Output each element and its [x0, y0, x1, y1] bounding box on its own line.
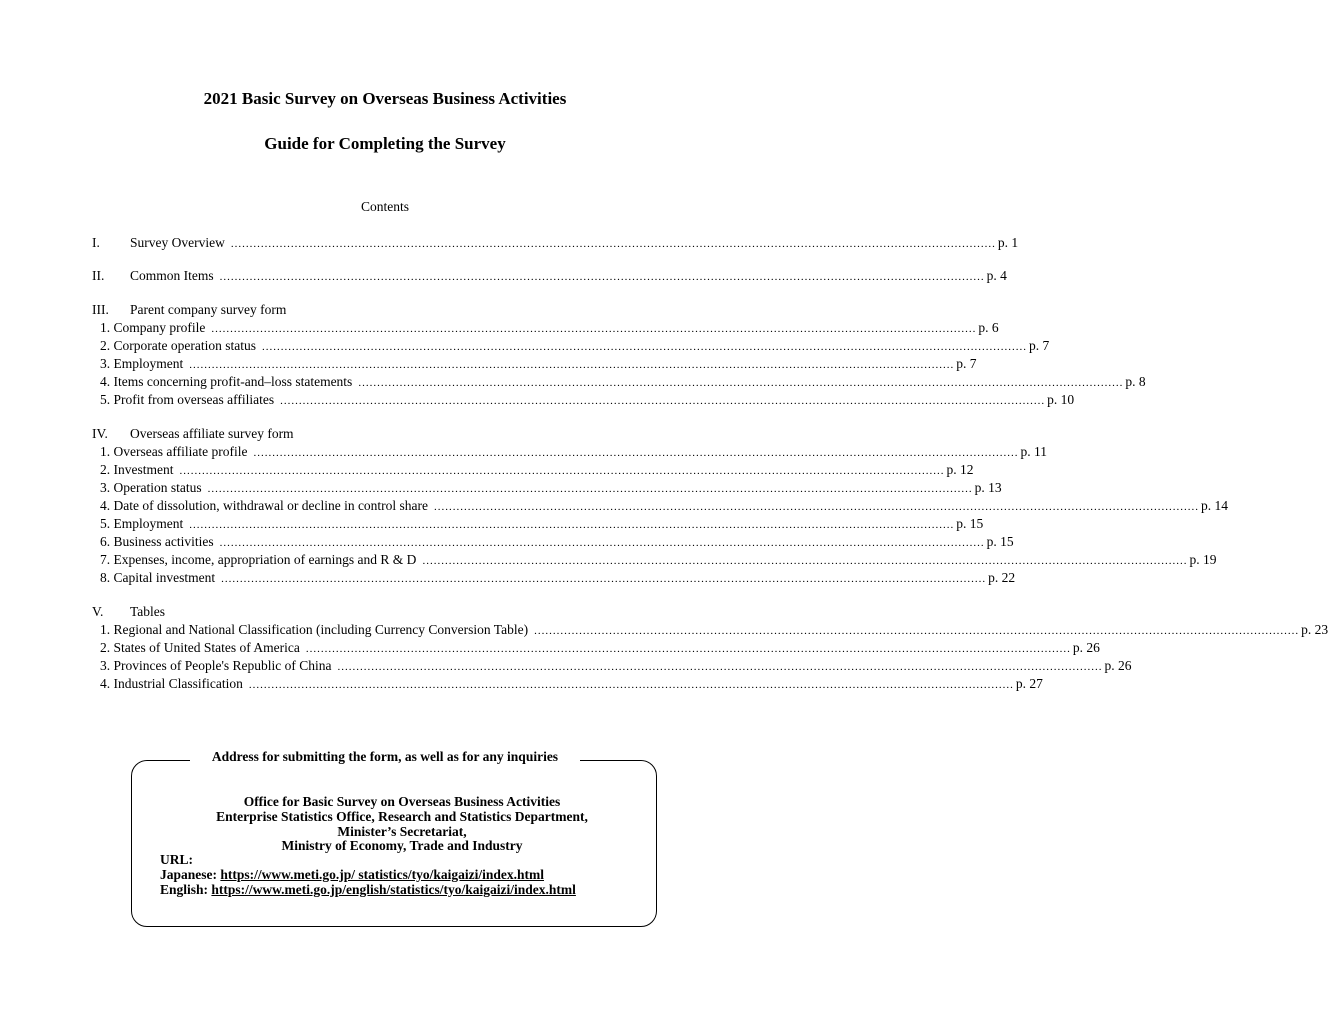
toc-item[interactable]	[92, 657, 1132, 675]
dot-leader: ............................................................................................................................................................................................................	[434, 501, 1200, 513]
toc-section-number: V.	[92, 604, 104, 619]
toc-item[interactable]	[92, 551, 1217, 569]
contact-box-heading	[0, 749, 770, 765]
toc-item-label: 1. Company profile	[100, 320, 206, 335]
toc-section-4-heading	[92, 425, 680, 443]
japanese-url-line	[160, 868, 576, 883]
toc-item-label: 3. Employment	[100, 356, 184, 371]
toc-item[interactable]	[92, 533, 1014, 551]
toc-section-label: Overseas affiliate survey form	[130, 426, 294, 441]
toc-page-number: p. 15	[956, 516, 984, 531]
table-of-contents	[92, 234, 1328, 693]
toc-page-number: p. 23	[1301, 622, 1328, 637]
office-line: Minister’s Secretariat,	[337, 823, 467, 839]
toc-item[interactable]	[92, 461, 974, 479]
toc-page-number: p. 27	[1015, 676, 1043, 691]
toc-item-label: 4. Industrial Classification	[100, 676, 243, 691]
toc-item-label: 3. Provinces of People's Republic of China	[100, 658, 332, 673]
toc-section-number: IV.	[92, 426, 108, 441]
dot-leader: ............................................................................................................................................................................................................	[230, 238, 996, 250]
toc-section-label: Parent company survey form	[130, 302, 287, 317]
english-label: English:	[160, 881, 209, 897]
toc-item-label: 3. Operation status	[100, 480, 202, 495]
toc-item[interactable]	[92, 479, 1002, 497]
toc-item[interactable]	[92, 355, 977, 373]
toc-page-number: p. 14	[1201, 498, 1229, 513]
toc-item[interactable]	[92, 443, 1047, 461]
toc-page-number: p. 19	[1189, 552, 1217, 567]
office-address	[131, 795, 673, 854]
dot-leader: ............................................................................................................................................................................................................	[261, 341, 1027, 353]
dot-leader: ............................................................................................................................................................................................................	[534, 625, 1300, 637]
dot-leader: ............................................................................................................................................................................................................	[337, 661, 1103, 673]
toc-section-label: Survey Overview	[130, 235, 225, 250]
toc-section-number: I.	[92, 235, 100, 250]
dot-leader: ............................................................................................................................................................................................................	[189, 519, 955, 531]
toc-item[interactable]	[92, 373, 1146, 391]
toc-item[interactable]	[92, 639, 1100, 657]
toc-item-label: 5. Employment	[100, 516, 184, 531]
toc-item-label: 4. Items concerning profit-and–loss statements	[100, 374, 353, 389]
toc-page-number: p. 10	[1047, 392, 1075, 407]
toc-page-number: p. 8	[1125, 374, 1146, 389]
toc-page-number: p. 12	[946, 462, 974, 477]
toc-page-number: p. 13	[974, 480, 1002, 495]
dot-leader: ............................................................................................................................................................................................................	[253, 447, 1019, 459]
dot-leader: ............................................................................................................................................................................................................	[219, 537, 985, 549]
toc-page-number: p. 15	[986, 534, 1014, 549]
toc-section-label: Common Items	[130, 268, 214, 283]
toc-page-number: p. 7	[956, 356, 977, 371]
office-line: Ministry of Economy, Trade and Industry	[281, 838, 523, 854]
toc-item-label: 5. Profit from overseas affiliates	[100, 392, 275, 407]
document-subtitle: Guide for Completing the Survey	[264, 134, 506, 153]
toc-item-label: 6. Business activities	[100, 534, 214, 549]
toc-section-label: Tables	[130, 604, 166, 619]
japanese-url-link[interactable]: https://www.meti.go.jp/ statistics/tyo/kaigaizi/index.html	[220, 866, 544, 882]
office-line: Enterprise Statistics Office, Research and Statistics Department,	[216, 808, 588, 824]
dot-leader: ............................................................................................................................................................................................................	[221, 573, 987, 585]
toc-section-number: II.	[92, 268, 105, 283]
toc-item[interactable]	[92, 391, 1075, 409]
toc-section-1[interactable]	[92, 234, 1019, 252]
toc-page-number: p. 22	[988, 570, 1016, 585]
toc-section-3-heading	[92, 301, 680, 319]
toc-item[interactable]	[92, 337, 1050, 355]
dot-leader: ............................................................................................................................................................................................................	[189, 359, 955, 371]
toc-item-label: 7. Expenses, income, appropriation of earnings and R & D	[100, 552, 417, 567]
office-line: Office for Basic Survey on Overseas Business Activities	[243, 794, 561, 809]
dot-leader: ............................................................................................................................................................................................................	[305, 643, 1071, 655]
toc-item[interactable]	[92, 515, 984, 533]
toc-item[interactable]	[92, 569, 1016, 587]
toc-item[interactable]	[92, 497, 1229, 515]
toc-page-number: p. 26	[1072, 640, 1100, 655]
toc-page-number: p. 4	[986, 268, 1007, 283]
document-title: 2021 Basic Survey on Overseas Business Activities	[203, 89, 567, 108]
toc-page-number: p. 11	[1020, 444, 1047, 459]
dot-leader: ............................................................................................................................................................................................................	[179, 465, 945, 477]
english-url-line	[160, 883, 576, 898]
english-url-link[interactable]: https://www.meti.go.jp/english/statistics/tyo/kaigaizi/index.html	[211, 881, 576, 897]
toc-item[interactable]	[92, 675, 1043, 693]
toc-item-label: 8. Capital investment	[100, 570, 216, 585]
dot-leader: ............................................................................................................................................................................................................	[207, 483, 973, 495]
url-label: URL:	[160, 852, 193, 867]
dot-leader: ............................................................................................................................................................................................................	[219, 271, 985, 283]
dot-leader: ............................................................................................................................................................................................................	[248, 679, 1014, 691]
toc-item[interactable]	[92, 319, 999, 337]
toc-item-label: 2. States of United States of America	[100, 640, 300, 655]
dot-leader: ............................................................................................................................................................................................................	[358, 377, 1124, 389]
toc-section-number: III.	[92, 302, 109, 317]
contents-heading: Contents	[360, 199, 409, 214]
japanese-label: Japanese:	[160, 866, 217, 882]
dot-leader: ............................................................................................................................................................................................................	[280, 395, 1046, 407]
toc-item-label: 4. Date of dissolution, withdrawal or decline in control share	[100, 498, 429, 513]
toc-section-2[interactable]	[92, 267, 1007, 285]
dot-leader: ............................................................................................................................................................................................................	[211, 323, 977, 335]
toc-item[interactable]	[92, 621, 1328, 639]
toc-item-label: 2. Investment	[100, 462, 174, 477]
toc-page-number: p. 1	[997, 235, 1019, 250]
toc-item-label: 1. Overseas affiliate profile	[100, 444, 248, 459]
toc-page-number: p. 26	[1104, 658, 1132, 673]
toc-page-number: p. 7	[1028, 338, 1050, 353]
contact-heading-text: Address for submitting the form, as well as for any inquiries	[190, 749, 580, 764]
toc-section-5-heading	[92, 603, 680, 621]
toc-page-number: p. 6	[978, 320, 999, 335]
toc-item-label: 1. Regional and National Classification (including Currency Conversion Table)	[100, 622, 529, 637]
toc-item-label: 2. Corporate operation status	[100, 338, 256, 353]
dot-leader: ............................................................................................................................................................................................................	[422, 555, 1188, 567]
url-block	[160, 853, 576, 897]
